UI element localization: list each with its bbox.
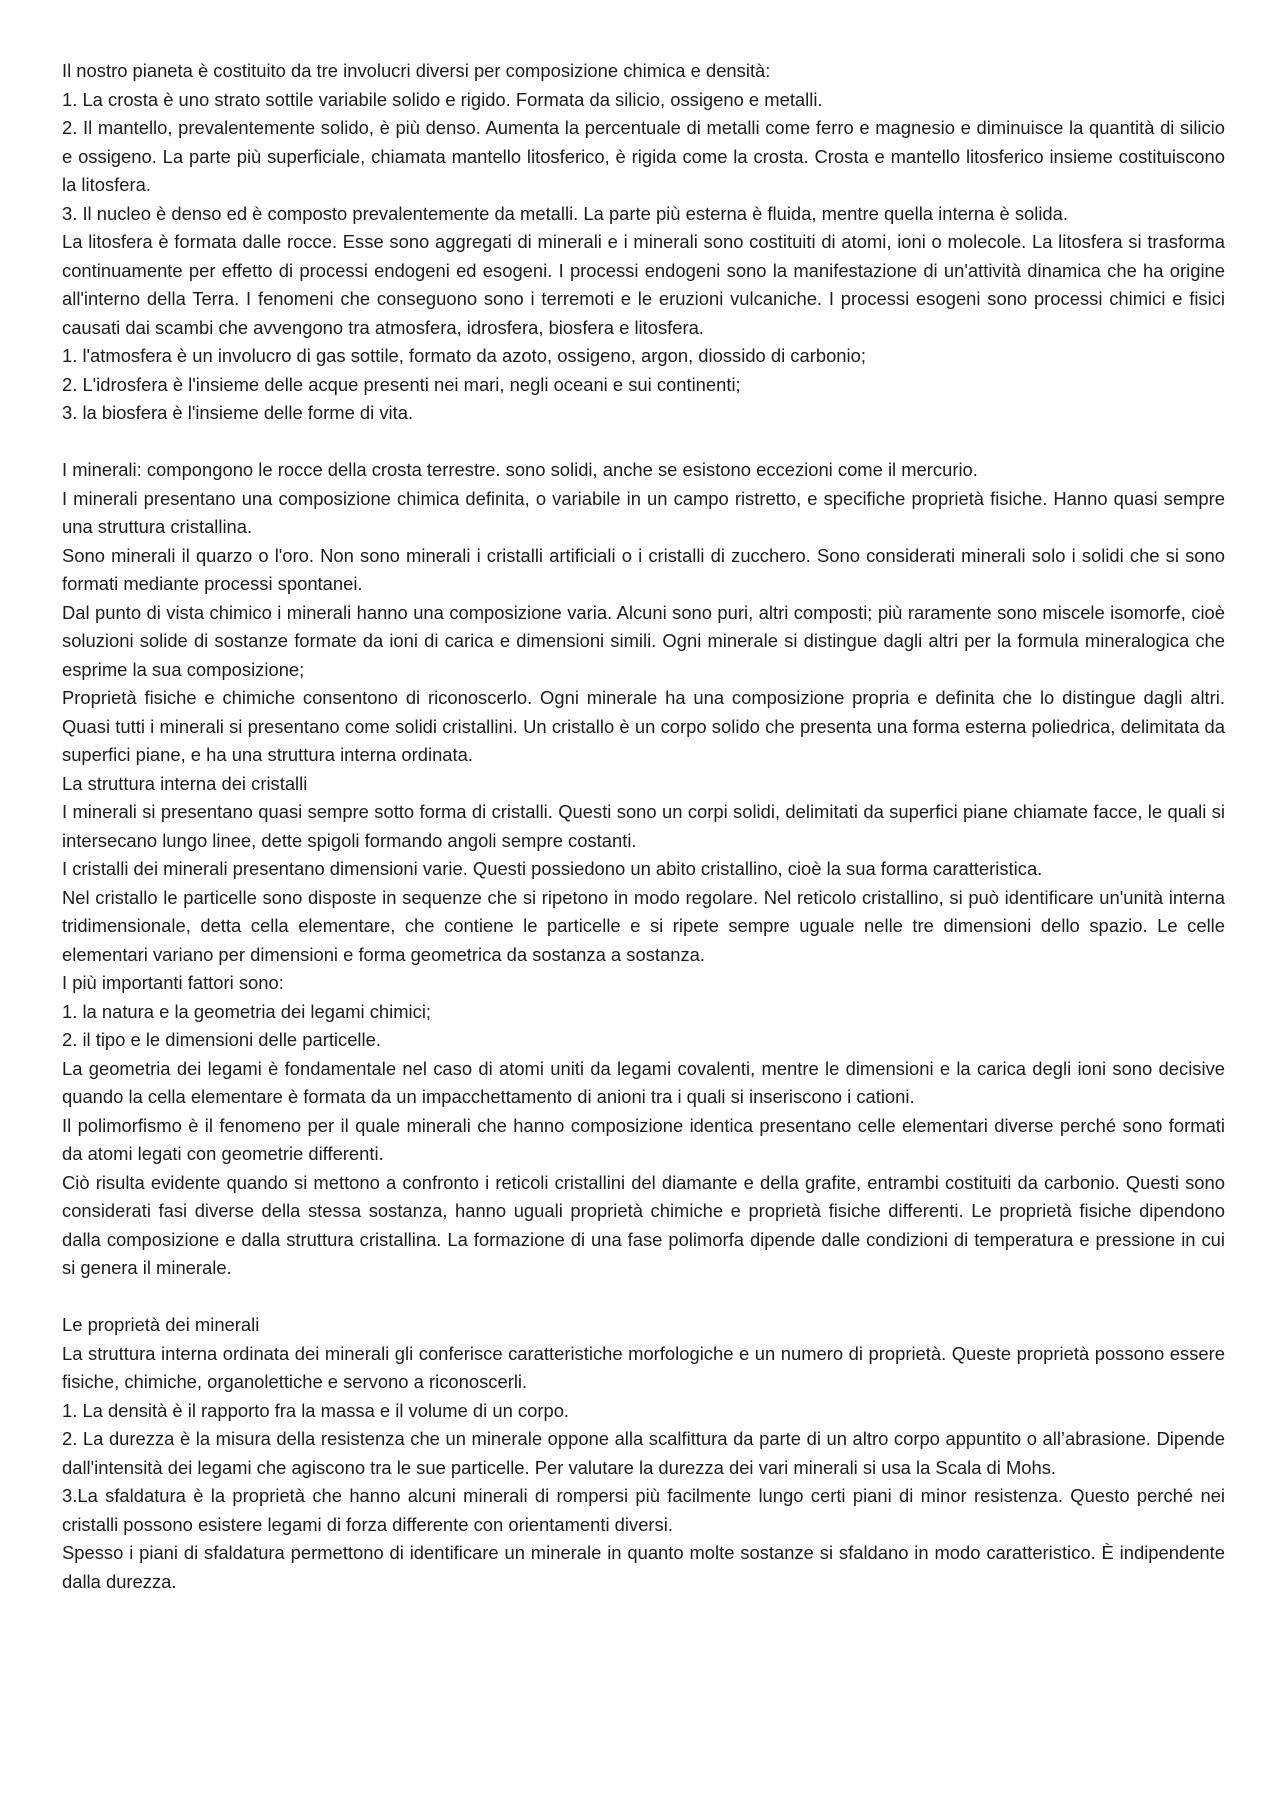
list-item-legami: 1. la natura e la geometria dei legami chimici; [62,1000,432,1022]
paragraph-geometria: La geometria dei legami è fondamentale nel caso di atomi uniti da legami covalenti, mentre le dimensioni e la carica degli ioni sono decisive quando la cella elementare è formata da un impacchettamento di anioni tra i quali si inseriscono i cationi. [62,1057,1225,1107]
list-item-idrosfera: 2. L'idrosfera è l'insieme delle acque presenti nei mari, negli oceani e sui continenti; [62,373,741,395]
paragraph-polimorfismo: Il polimorfismo è il fenomeno per il quale minerali che hanno composizione identica presentano celle elementari diverse perché sono formati da atomi legati con geometrie differenti. [62,1114,1225,1164]
paragraph-sfaldatura-identificazione: Spesso i piani di sfaldatura permettono di identificare un minerale in quanto molte sostanze si sfaldano in modo caratteristico. È indipendente dalla durezza. [62,1542,1225,1592]
list-item-crosta: 1. La crosta è uno strato sottile variabile solido e rigido. Formata da silicio, ossigeno e metalli. [62,88,823,110]
paragraph-abito: I cristalli dei minerali presentano dimensioni varie. Questi possiedono un abito cristallino, cioè la sua forma caratteristica. [62,858,1043,879]
paragraph-cristalli-forma: I minerali si presentano quasi sempre sotto forma di cristalli. Questi sono un corpi solidi, delimitati da superfici piane chiamate facce, le quali si intersecano lungo linee, dette spigoli formando angoli sempre costanti. [62,801,1225,851]
section-heading-struttura: La struttura interna dei cristalli [62,772,308,794]
paragraph-intro: Il nostro pianeta è costituito da tre involucri diversi per composizione chimica e densità: [62,60,771,81]
paragraph-fattori: I più importanti fattori sono: [62,972,284,993]
list-item-sfaldatura: 3.La sfaldatura è la proprietà che hanno alcuni minerali di rompersi più facilmente lungo certi piani di minor resistenza. Questo perché nei cristalli possono esistere legami di forza differente con orientamenti diversi. [62,1485,1225,1535]
section-heading-proprieta: Le proprietà dei minerali [62,1314,260,1335]
paragraph-litosfera: La litosfera è formata dalle rocce. Esse sono aggregati di minerali e i minerali sono costituiti di atomi, ioni o molecole. La litosfera si trasforma continuamente per effetto di processi endogeni ed esogeni. I processi endogeni sono la manifestazione di un'attività dinamica che ha origine all'interno della Terra. I fenomeni che conseguono sono i terremoti e le eruzioni vulcaniche. I processi esogeni sono processi chimici e fisici causati dai scambi che avvengono tra atmosfera, idrosfera, biosfera e litosfera. [62,231,1225,338]
list-item-biosfera: 3. la biosfera è l'insieme delle forme di vita. [62,402,414,423]
list-item-nucleo: 3. Il nucleo è denso ed è composto prevalentemente da metalli. La parte più esterna è fluida, mentre quella interna è solida. [62,202,1068,224]
paragraph-chimica: Dal punto di vista chimico i minerali hanno una composizione varia. Alcuni sono puri, altri composti; più raramente sono miscele isomorfe, cioè soluzioni solide di sostanze formate da ioni di carica e dimensioni simili. Ogni minerale si distingue dagli altri per la formula mineralogica che esprime la sua composizione; [62,601,1225,680]
list-item-mantello: 2. Il mantello, prevalentemente solido, è più denso. Aumenta la percentuale di metalli come ferro e magnesio e diminuisce la quantità di silicio e ossigeno. La parte più superficiale, chiamata mantello litosferico, è rigida come la crosta. Crosta e mantello litosferico insieme costituiscono la litosfera. [62,117,1225,195]
paragraph-reticolo: Nel cristallo le particelle sono disposte in sequenze che si ripetono in modo regolare. Nel reticolo cristallino, si può identificare un'unità interna tridimensionale, detta cella elementare, che contiene le particelle e si ripete sempre uguale nelle tre dimensioni dello spazio. Le celle elementari variano per dimensioni e forma geometrica da sostanza a sostanza. [62,886,1225,965]
paragraph-diamante-grafite: Ciò risulta evidente quando si mettono a confronto i reticoli cristallini del diamante e della grafite, entrambi costituiti da carbonio. Questi sono considerati fasi diverse della stessa sostanza, hanno uguali proprietà chimiche e proprietà fisiche differenti. Le proprietà fisiche dipendono dalla composizione e dalla struttura cristallina. La formazione di una fase polimorfa dipende dalle condizioni di temperatura e pressione in cui si genera il minerale. [62,1171,1225,1278]
paragraph-composizione: I minerali presentano una composizione chimica definita, o variabile in un campo ristretto, e specifiche proprietà fisiche. Hanno quasi sempre una struttura cristallina. [62,487,1225,537]
paragraph-esempi-minerali: Sono minerali il quarzo o l'oro. Non sono minerali i cristalli artificiali o i cristalli di zucchero. Sono considerati minerali solo i solidi che si sono formati mediante processi spontanei. [62,544,1225,594]
paragraph-proprieta-cristalli: Proprietà fisiche e chimiche consentono di riconoscerlo. Ogni minerale ha una composizione propria e definita che lo distingue dagli altri. Quasi tutti i minerali si presentano come solidi cristallini. Un cristallo è un corpo solido che presenta una forma esterna poliedrica, delimitata da superfici piane, e ha una struttura interna ordinata. [62,687,1225,765]
list-item-durezza: 2. La durezza è la misura della resistenza che un minerale oppone alla scalfittura da parte di un altro corpo appuntito o all’abrasione. Dipende dall'intensità dei legami che agiscono tra le sue particelle. Per valutare la durezza dei vari minerali si usa la Scala di Mohs. [62,1428,1225,1478]
list-item-densita: 1. La densità è il rapporto fra la massa e il volume di un corpo. [62,1399,570,1421]
list-item-atmosfera: 1. l'atmosfera è un involucro di gas sottile, formato da azoto, ossigeno, argon, diossido di carbonio; [62,345,866,366]
paragraph-minerali-intro: I minerali: compongono le rocce della crosta terrestre. sono solidi, anche se esistono eccezioni come il mercurio. [62,459,978,480]
document-page [62,57,1225,1596]
list-item-particelle: 2. il tipo e le dimensioni delle particelle. [62,1029,381,1050]
paragraph-proprieta-intro: La struttura interna ordinata dei minerali gli conferisce caratteristiche morfologiche e un numero di proprietà. Queste proprietà possono essere fisiche, chimiche, organolettiche e servono a riconoscerli. [62,1342,1225,1392]
